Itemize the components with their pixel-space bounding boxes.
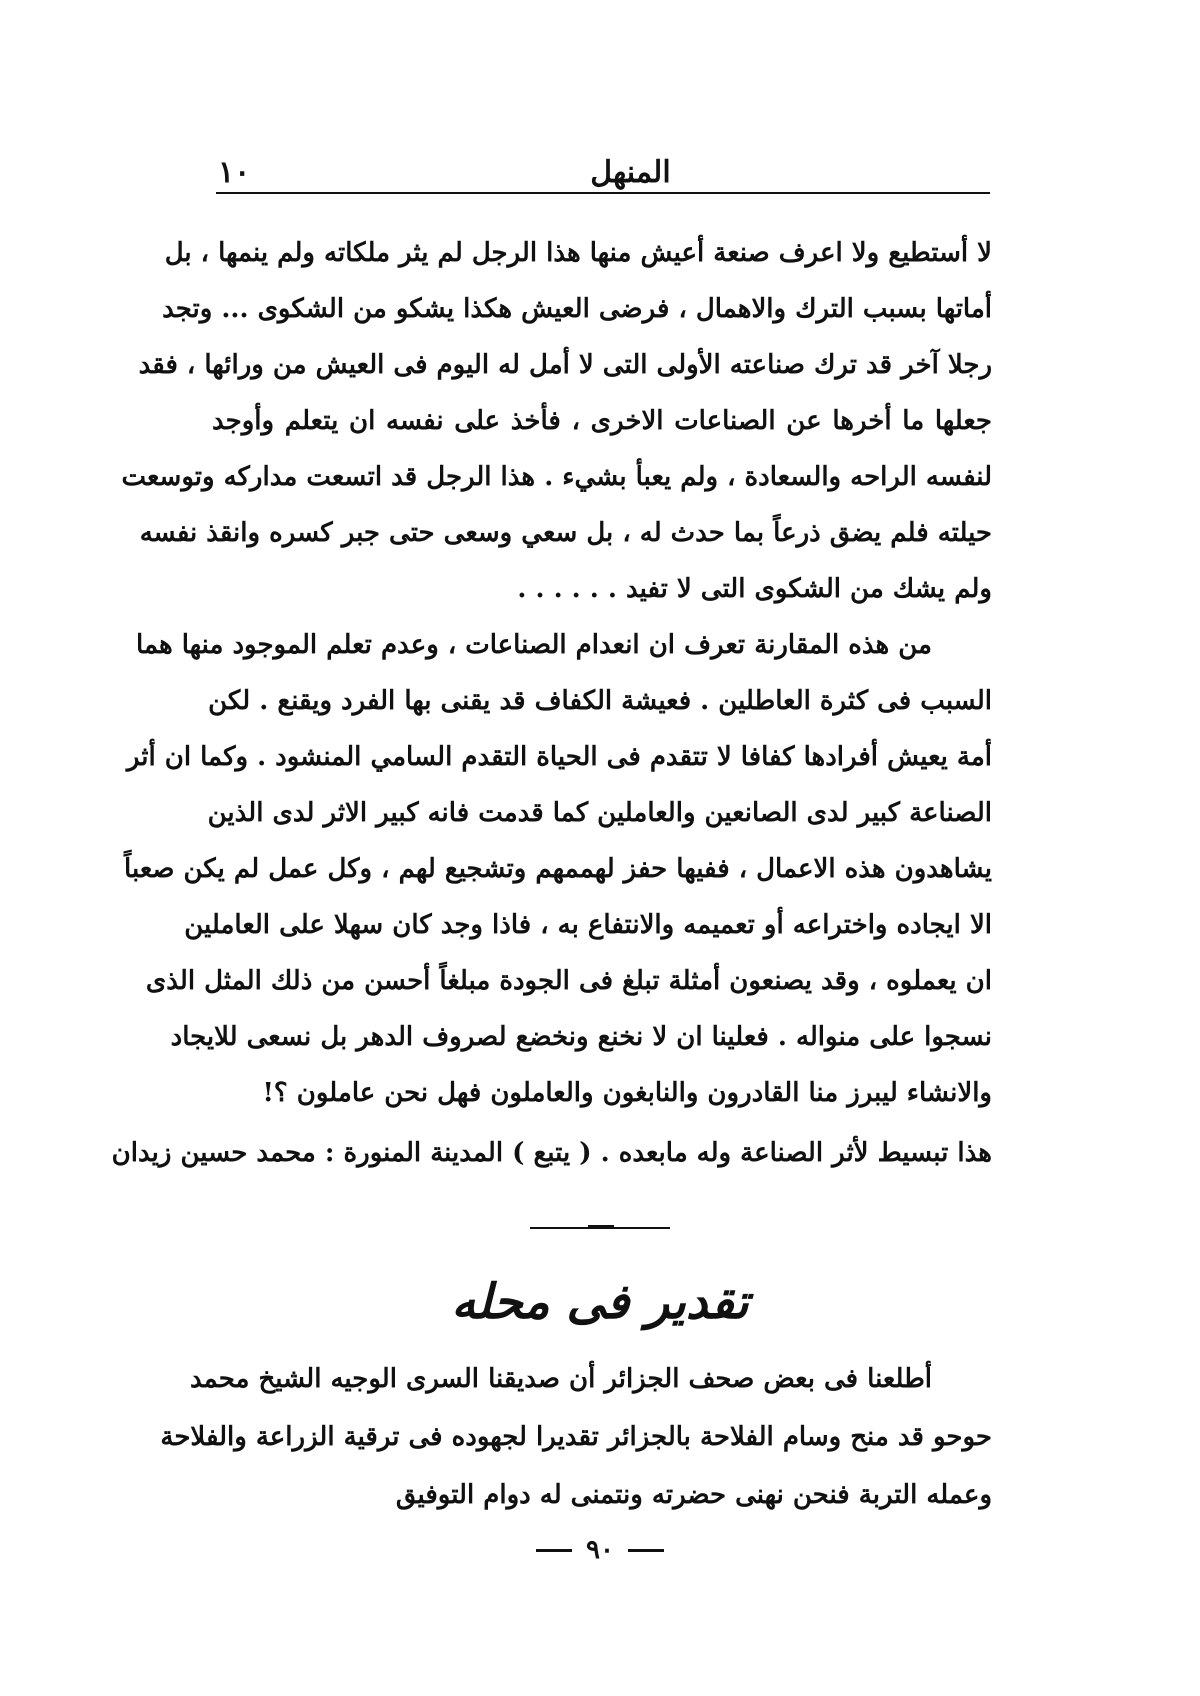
journal-name: المنهل xyxy=(590,155,671,190)
signature-line: هذا تبسيط لأثر الصناعة وله مابعده . ( يتبع ) المدينة المنورة : محمد حسين زيدان xyxy=(111,1138,992,1168)
section-body xyxy=(160,1350,992,1524)
article-line: من هذه المقارنة تعرف ان انعدام الصناعات ، وعدم تعلم الموجود منها هما xyxy=(136,630,932,660)
running-header xyxy=(218,138,988,190)
article-line: أمة يعيش أفرادها كفافا لا تتقدم فى الحياة التقدم السامي المنشود . وكما ان أثر xyxy=(126,742,992,772)
article-line: والانشاء ليبرز منا القادرون والنابغون والعاملون فهل نحن عاملون ؟! xyxy=(262,1078,992,1108)
footer-number: ٩٠ xyxy=(586,1535,614,1565)
article-line: لا أستطيع ولا اعرف صنعة أعيش منها هذا الرجل لم يثر ملكاته ولم ينمها ، بل xyxy=(164,238,992,268)
article-line: الا ايجاده واختراعه أو تعميمه والانتفاع به ، فاذا وجد كان سهلا على العاملين xyxy=(184,910,992,940)
article-line: يشاهدون هذه الاعمال ، ففيها حفز لهممهم وتشجيع لهم ، وكل عمل لم يكن صعباً xyxy=(124,854,992,884)
section-line: وعمله التربة فنحن نهنى حضرته ونتمنى له دوام التوفيق xyxy=(395,1480,992,1510)
article-line: لنفسه الراحه والسعادة ، ولم يعبأ بشيء . هذا الرجل قد اتسعت مداركه وتوسعت xyxy=(121,462,992,492)
footer-page-number xyxy=(520,1530,680,1570)
article-line: السبب فى كثرة العاطلين . فعيشة الكفاف قد يقنى بها الفرد ويقنع . لكن xyxy=(208,686,992,716)
section-line: حوحو قد منح وسام الفلاحة بالجزائر تقديرا لجهوده فى ترقية الزراعة والفلاحة xyxy=(160,1422,992,1452)
article-line: الصناعة كبير لدى الصانعين والعاملين كما قدمت فانه كبير الاثر لدى الذين xyxy=(207,798,992,828)
page-number: ١٠ xyxy=(218,155,251,190)
article-line: نسجوا على منواله . فعلينا ان لا نخنع ونخضع لصروف الدهر بل نسعى للايجاد xyxy=(170,1022,992,1052)
section-line: أطلعنا فى بعض صحف الجزائر أن صديقنا السرى الوجيه الشيخ محمد xyxy=(190,1364,932,1394)
article-line: حيلته فلم يضق ذرعاً بما حدث له ، بل سعي وسعى حتى جبر كسره وانقذ نفسه xyxy=(139,518,992,548)
article-line: ولم يشك من الشكوى التى لا تفيد . . . . . . xyxy=(517,574,992,604)
header-rule xyxy=(216,192,990,194)
footer-dash-right xyxy=(628,1549,664,1552)
article-line: أماتها بسبب الترك والاهمال ، فرضى العيش هكذا يشكو من الشكوى ... وتجد xyxy=(162,294,992,324)
article-line: جعلها ما أخرها عن الصناعات الاخرى ، فأخذ على نفسه ان يتعلم وأوجد xyxy=(212,406,992,436)
section-divider-ornament xyxy=(588,1225,614,1229)
article-line: ان يعملوه ، وقد يصنعون أمثلة تبلغ فى الجودة مبلغاً أحسن من ذلك المثل الذى xyxy=(145,966,992,996)
article-line: رجلا آخر قد ترك صناعته الأولى التى لا أمل له اليوم فى العيش من ورائها ، فقد xyxy=(138,350,992,380)
footer-dash-left xyxy=(536,1549,572,1552)
section-title: تقدير فى محله xyxy=(451,1274,749,1330)
article-body xyxy=(111,225,992,1181)
